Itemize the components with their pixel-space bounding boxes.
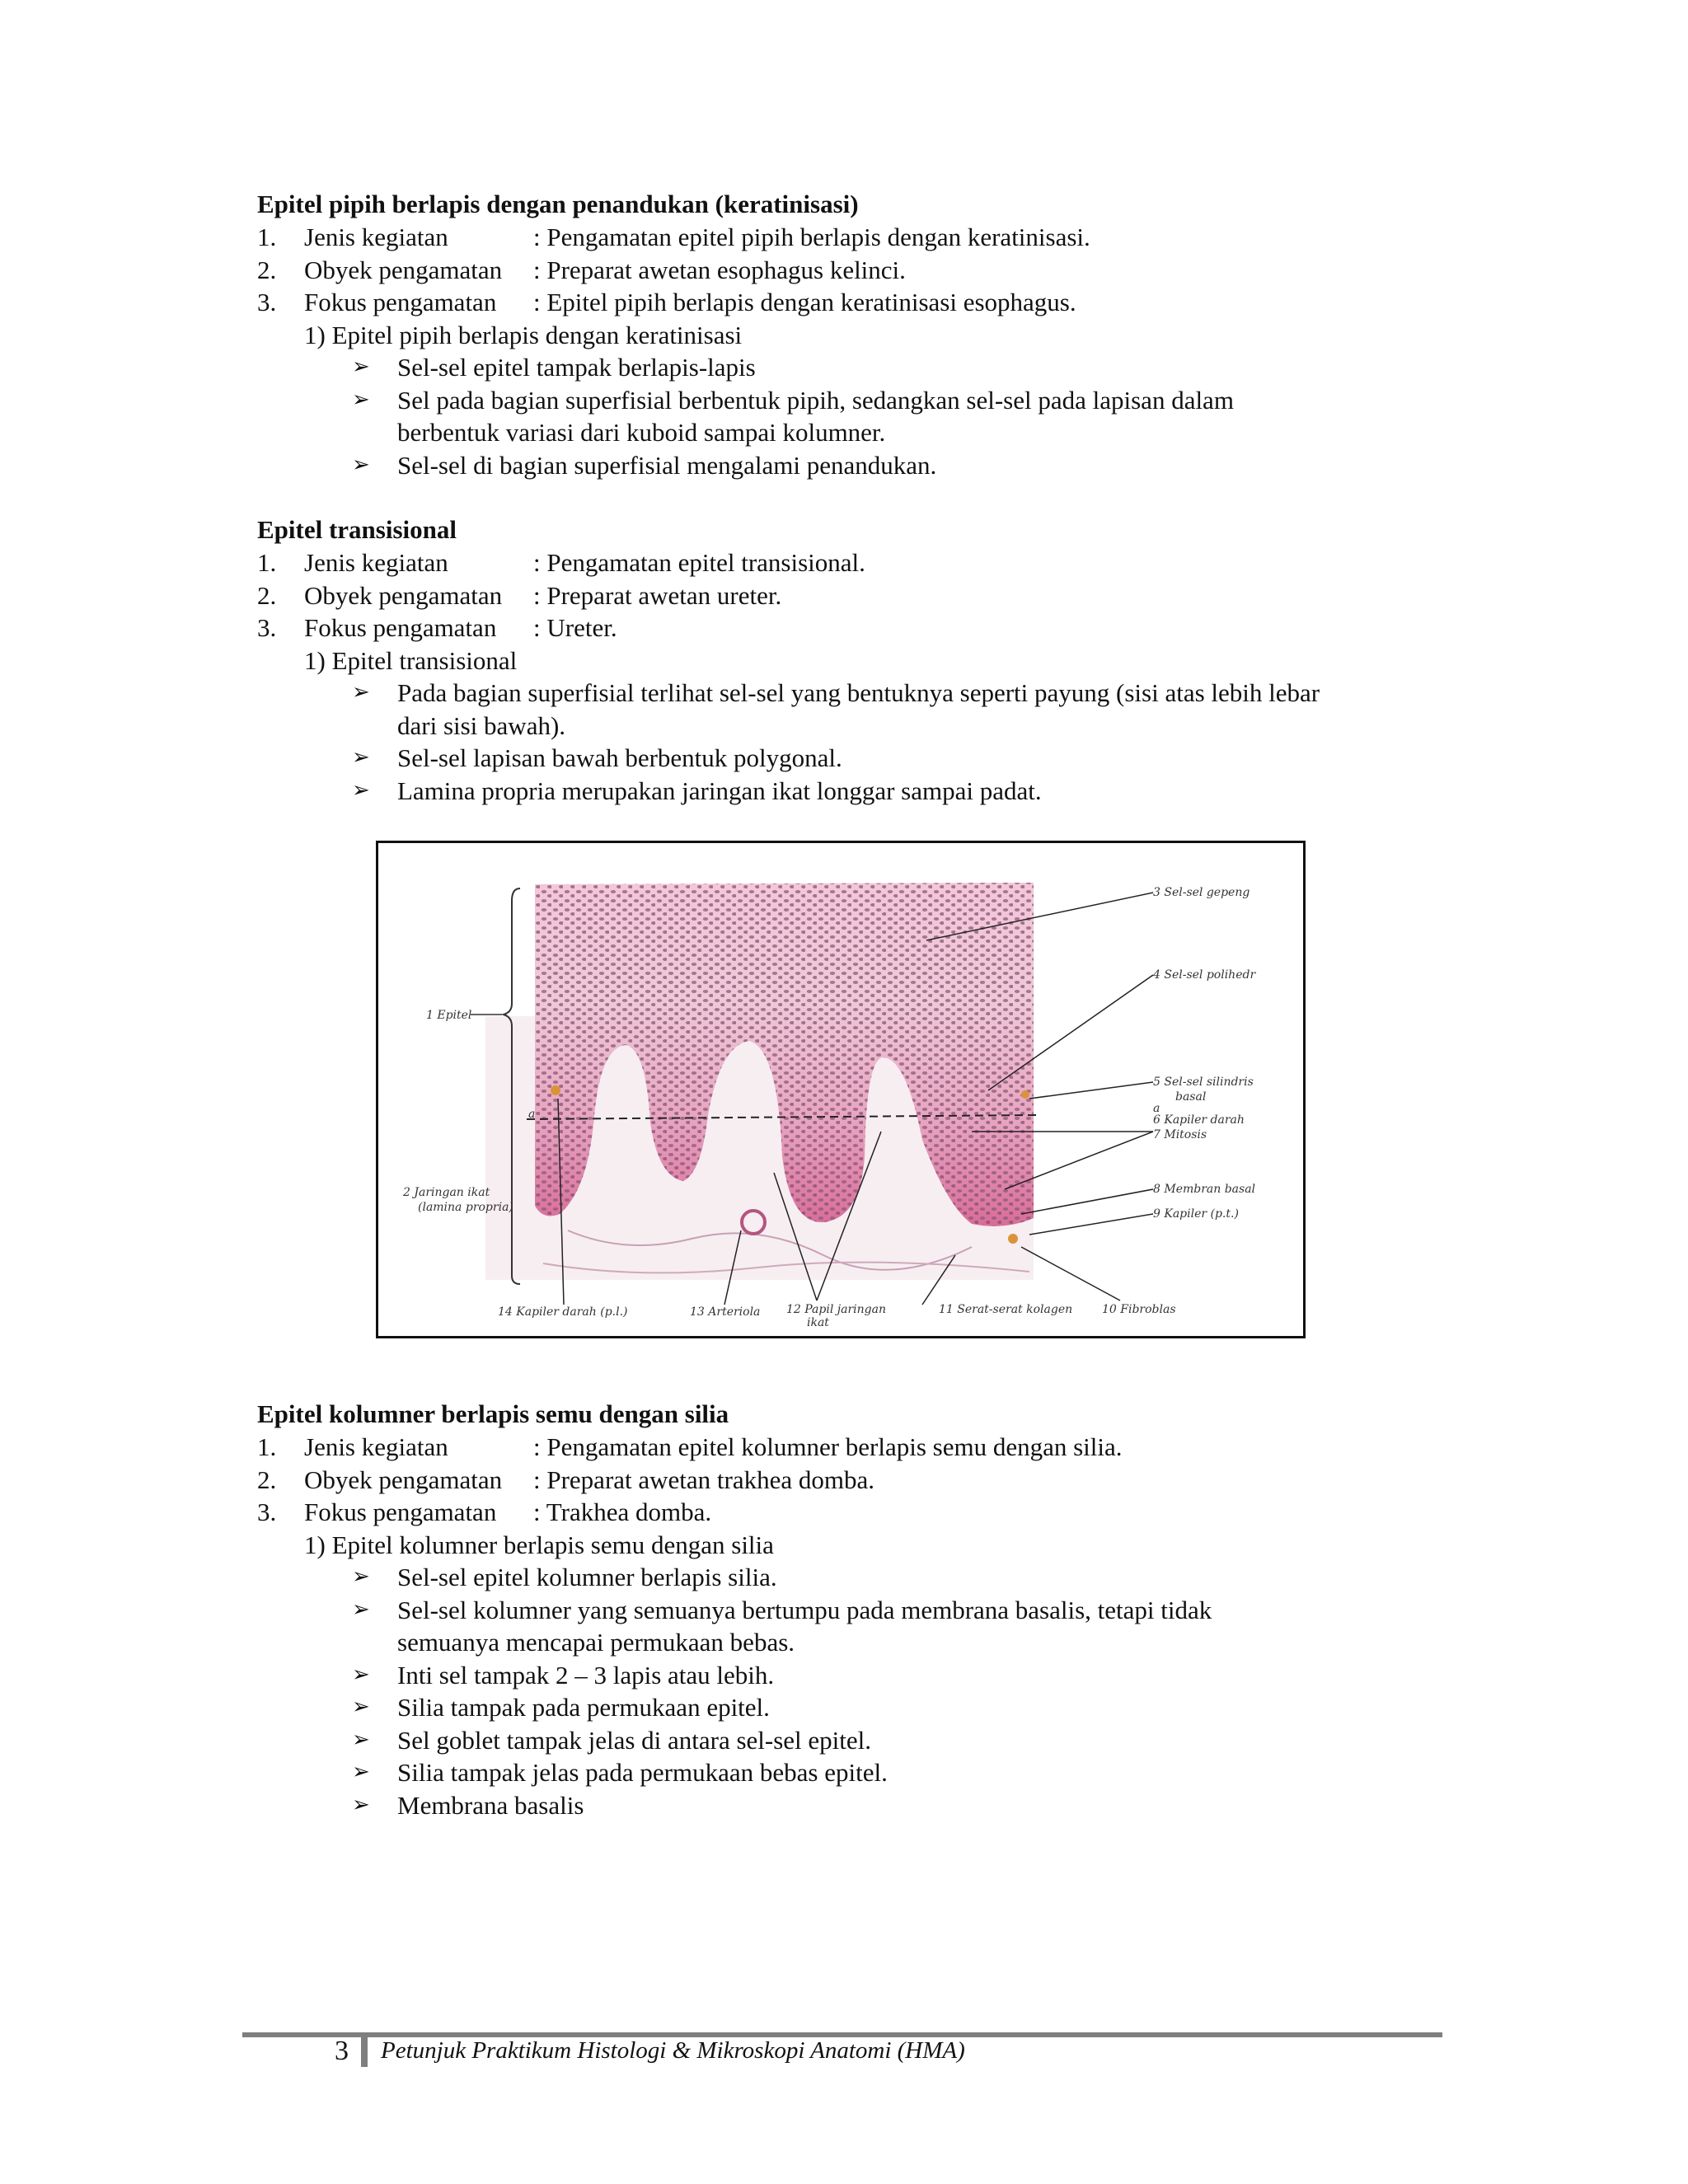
arrow-bullet-icon: ➢ (352, 452, 370, 477)
bullet-item (257, 351, 1452, 384)
arrow-bullet-icon: ➢ (352, 354, 370, 379)
bullet-text: Sel-sel lapisan bawah berbentuk polygonal. (397, 743, 842, 772)
bullet-continuation (257, 1626, 1452, 1659)
bullet-item (257, 1659, 1452, 1692)
list-item (257, 546, 1452, 579)
bullet-item (257, 1691, 1452, 1724)
sub-heading (257, 644, 1452, 677)
item-value: : Preparat awetan esophagus kelinci. (533, 255, 906, 284)
bullet-continuation (257, 416, 1452, 449)
sub-heading-text: 1) Epitel transisional (304, 645, 518, 675)
bullet-item (257, 1789, 1452, 1822)
arrow-bullet-icon: ➢ (352, 1564, 370, 1589)
label-kapiler-darah: 6 Kapiler darah (1153, 1113, 1245, 1127)
item-value: : Pengamatan epitel kolumner berlapis semu dengan silia. (533, 1432, 1123, 1461)
arrow-bullet-icon: ➢ (352, 1760, 370, 1784)
item-number: 2. (257, 580, 277, 610)
item-label: Jenis kegiatan (304, 548, 448, 577)
bullet-text: Sel-sel epitel tampak berlapis-lapis (397, 353, 756, 382)
capillary (551, 1085, 560, 1095)
bullet-item (257, 1756, 1452, 1789)
page-number: 3 (335, 2036, 349, 2066)
label-basal: basal (1175, 1090, 1207, 1104)
item-value: : Pengamatan epitel transisional. (533, 548, 865, 577)
list-item (257, 254, 1452, 287)
bullet-text: Lamina propria merupakan jaringan ikat longgar sampai padat. (397, 776, 1042, 805)
bullet-text: Inti sel tampak 2 – 3 lapis atau lebih. (397, 1660, 775, 1690)
item-number: 3. (257, 613, 277, 642)
item-number: 2. (257, 255, 277, 284)
sub-heading-text: 1) Epitel pipih berlapis dengan keratinisasi (304, 320, 743, 349)
list-item (257, 286, 1452, 319)
histology-figure (376, 841, 1306, 1338)
epithelium-illustration (378, 843, 1303, 1336)
sub-heading (257, 1529, 1452, 1562)
bullet-item (257, 775, 1452, 808)
bullet-item (257, 1561, 1452, 1594)
label-mitosis: 7 Mitosis (1153, 1128, 1207, 1141)
label-sel-silindris: 5 Sel-sel silindris (1153, 1076, 1254, 1089)
bullet-item (257, 677, 1452, 710)
bullet-item (257, 384, 1452, 417)
list-item (257, 579, 1452, 612)
item-number: 3. (257, 288, 277, 316)
section-title: Epitel pipih berlapis dengan penandukan (keratinisasi) (257, 190, 859, 218)
arrow-bullet-icon: ➢ (352, 777, 370, 803)
item-label: Jenis kegiatan (304, 223, 448, 251)
label-arteriola: 13 Arteriola (690, 1305, 761, 1319)
item-number: 1. (257, 1432, 277, 1461)
bullet-text: berbentuk variasi dari kuboid sampai kolumner. (397, 418, 886, 447)
capillary (1008, 1234, 1018, 1244)
arrow-bullet-icon: ➢ (352, 680, 370, 705)
item-number: 1. (257, 548, 277, 577)
label-sel-gepeng: 3 Sel-sel gepeng (1153, 886, 1250, 899)
item-label: Fokus pengamatan (304, 613, 497, 642)
list-item (257, 612, 1452, 644)
list-item (257, 1496, 1452, 1529)
item-number: 3. (257, 1497, 277, 1526)
section-transisional (257, 513, 1452, 807)
bullet-text: Pada bagian superfisial terlihat sel-sel yang bentuknya seperti payung (sisi atas lebih lebar (397, 678, 1320, 707)
item-value: : Preparat awetan ureter. (533, 580, 782, 610)
label-a-left: a (528, 1108, 536, 1121)
sub-heading-text: 1) Epitel kolumner berlapis semu dengan silia (304, 1530, 774, 1559)
item-label: Obyek pengamatan (304, 1465, 503, 1494)
bullet-item (257, 449, 1452, 482)
arrow-bullet-icon: ➢ (352, 1661, 370, 1687)
arrow-bullet-icon: ➢ (352, 1727, 370, 1752)
label-sel-polihedral: 4 Sel-sel polihedr (1153, 968, 1256, 982)
label-kapiler-pt: 9 Kapiler (p.t.) (1153, 1207, 1239, 1221)
list-item (257, 1431, 1452, 1464)
section-title: Epitel kolumner berlapis semu dengan silia (257, 1399, 729, 1428)
footer-title: Petunjuk Praktikum Histologi & Mikroskopi Anatomi (HMA) (381, 2037, 965, 2064)
item-label: Fokus pengamatan (304, 288, 497, 316)
item-value: : Ureter. (533, 613, 617, 642)
item-label: Jenis kegiatan (304, 1432, 448, 1461)
label-membran-basal: 8 Membran basal (1153, 1183, 1256, 1196)
bullet-item (257, 742, 1452, 775)
label-papil: 12 Papil jaringan (786, 1303, 886, 1316)
section-title: Epitel transisional (257, 515, 457, 544)
label-jaringan-ikat: 2 Jaringan ikat (403, 1186, 490, 1199)
list-item (257, 221, 1452, 254)
bullet-text: dari sisi bawah). (397, 710, 566, 740)
item-value: : Trakhea domba. (533, 1497, 712, 1526)
label-a-right: a (1153, 1102, 1160, 1115)
item-number: 1. (257, 223, 277, 251)
bullet-text: Silia tampak pada permukaan epitel. (397, 1693, 770, 1722)
label-serat-kolagen: 11 Serat-serat kolagen (939, 1303, 1073, 1316)
footer-separator (361, 2032, 368, 2067)
label-fibroblas: 10 Fibroblas (1102, 1303, 1176, 1316)
arrow-bullet-icon: ➢ (352, 745, 370, 770)
label-papil-ikat: ikat (807, 1316, 829, 1329)
list-item (257, 1464, 1452, 1497)
label-epitel: 1 Epitel (426, 1009, 472, 1022)
item-label: Obyek pengamatan (304, 255, 503, 284)
sub-heading (257, 319, 1452, 352)
arrow-bullet-icon: ➢ (352, 387, 370, 412)
bullet-text: Membrana basalis (397, 1790, 584, 1820)
capillary (1021, 1090, 1029, 1099)
item-value: : Pengamatan epitel pipih berlapis dengan keratinisasi. (533, 223, 1090, 251)
bullet-text: Sel-sel epitel kolumner berlapis silia. (397, 1563, 777, 1591)
bullet-item (257, 1594, 1452, 1627)
item-value: : Preparat awetan trakhea domba. (533, 1465, 875, 1494)
arrow-bullet-icon: ➢ (352, 1792, 370, 1817)
section-kolumner (257, 1398, 1452, 1821)
bullet-item (257, 1724, 1452, 1757)
bullet-text: Sel-sel kolumner yang semuanya bertumpu pada membrana basalis, tetapi tidak (397, 1595, 1212, 1624)
arrow-bullet-icon: ➢ (352, 1596, 370, 1622)
item-label: Fokus pengamatan (304, 1497, 497, 1526)
bullet-continuation (257, 710, 1452, 743)
bullet-text: Silia tampak jelas pada permukaan bebas epitel. (397, 1758, 888, 1787)
item-number: 2. (257, 1465, 277, 1494)
bullet-text: Sel pada bagian superfisial berbentuk pipih, sedangkan sel-sel pada lapisan dalam (397, 385, 1234, 415)
arrow-bullet-icon: ➢ (352, 1694, 370, 1719)
section-keratinisasi (257, 188, 1452, 481)
bullet-text: Sel-sel di bagian superfisial mengalami penandukan. (397, 450, 937, 480)
label-kapiler-pl: 14 Kapiler darah (p.l.) (498, 1305, 628, 1319)
item-label: Obyek pengamatan (304, 580, 503, 610)
item-value: : Epitel pipih berlapis dengan keratinisasi esophagus. (533, 288, 1076, 316)
bullet-text: semuanya mencapai permukaan bebas. (397, 1628, 795, 1657)
bullet-text: Sel goblet tampak jelas di antara sel-sel epitel. (397, 1725, 872, 1755)
label-lamina-propria: (lamina propria) (418, 1201, 513, 1214)
